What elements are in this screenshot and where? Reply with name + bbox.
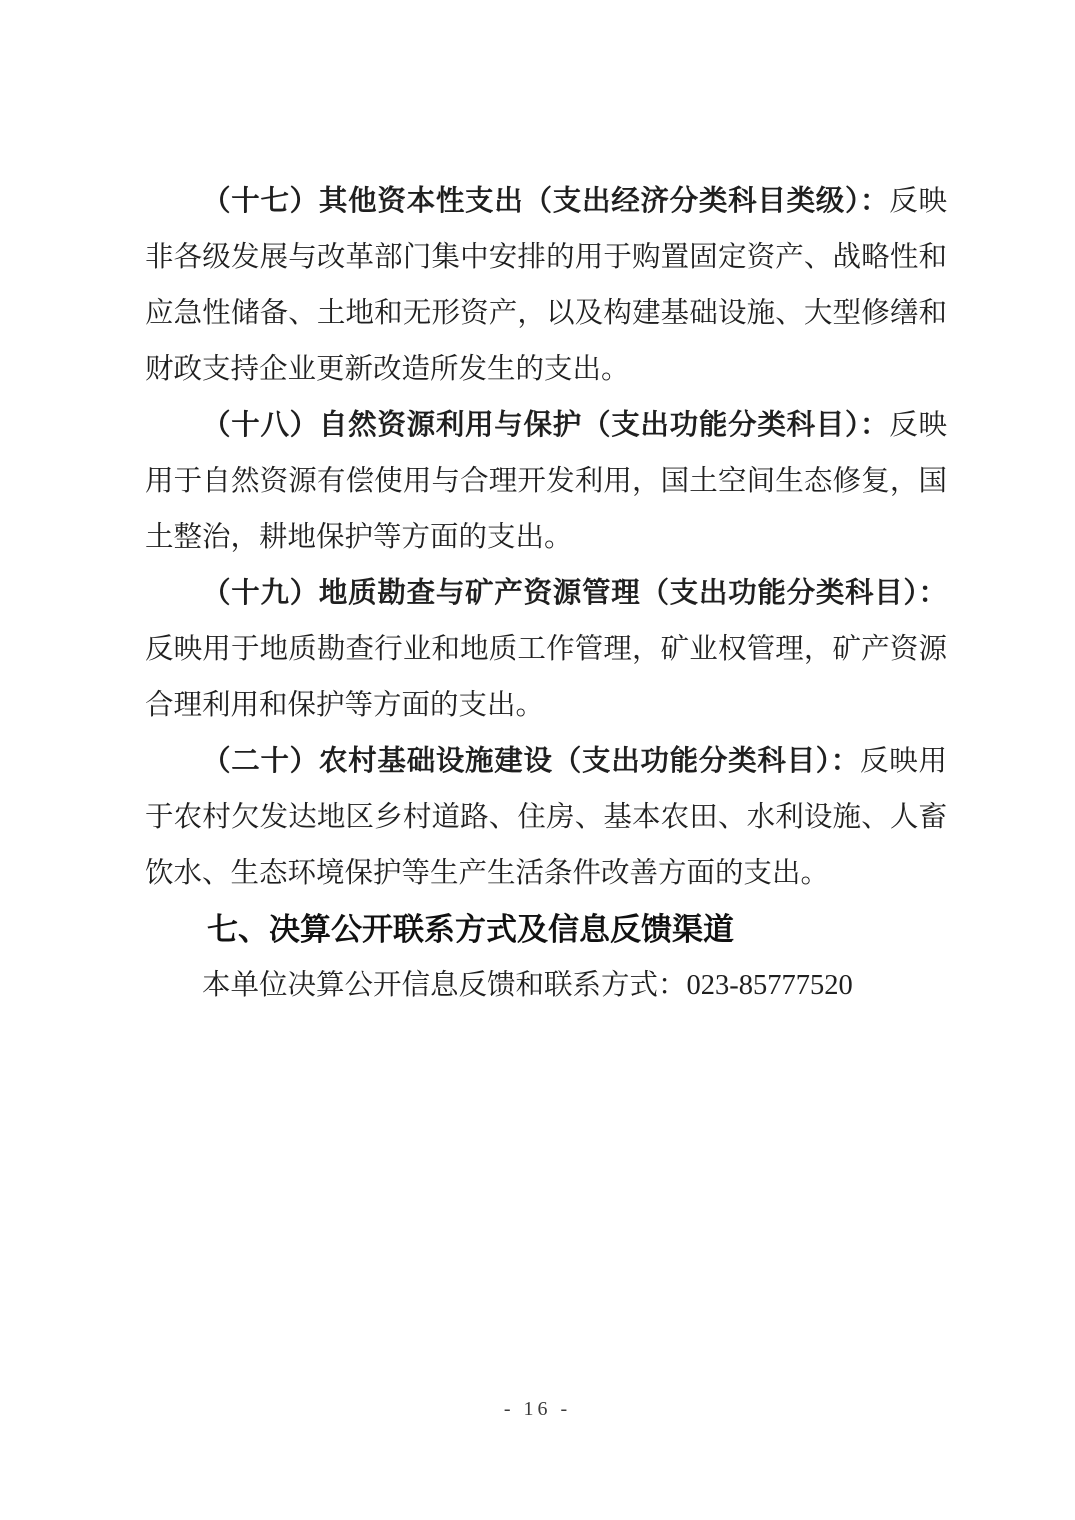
paragraph-lead: （二十）农村基础设施建设（支出功能分类科目）：: [202, 746, 861, 777]
definition-paragraph-item-19: [145, 566, 947, 734]
section-heading: 七、决算公开联系方式及信息反馈渠道: [207, 912, 734, 947]
paragraph-body: 反映用于自然资源有偿使用与合理开发利用，国土空间生态修复，国土整治，耕地保护等方面的支出。: [145, 410, 947, 553]
contact-phone-number: 023-85777520: [686, 970, 853, 1001]
contact-line: [145, 958, 947, 1014]
paragraph-body: 反映非各级发展与改革部门集中安排的用于购置固定资产、战略性和应急性储备、土地和无形资产，以及构建基础设施、大型修缮和财政支持企业更新改造所发生的支出。: [145, 186, 947, 385]
contact-label: 本单位决算公开信息反馈和联系方式：: [202, 970, 687, 1001]
definition-paragraph-item-18: [145, 398, 947, 566]
definition-paragraph-item-17: [145, 174, 947, 398]
definition-paragraph-item-20: [145, 734, 947, 902]
paragraph-body: 反映用于地质勘查行业和地质工作管理，矿业权管理，矿产资源合理利用和保护等方面的支出。: [145, 634, 947, 721]
document-body: [145, 174, 947, 1014]
paragraph-lead: （十九）地质勘查与矿产资源管理（支出功能分类科目）：: [202, 578, 947, 609]
paragraph-lead: （十八）自然资源利用与保护（支出功能分类科目）：: [202, 410, 890, 441]
paragraph-body: 反映用于农村欠发达地区乡村道路、住房、基本农田、水利设施、人畜饮水、生态环境保护等生产生活条件改善方面的支出。: [145, 746, 947, 889]
paragraph-lead: （十七）其他资本性支出（支出经济分类科目类级）：: [202, 186, 890, 217]
page-number: - 16 -: [503, 1398, 572, 1420]
